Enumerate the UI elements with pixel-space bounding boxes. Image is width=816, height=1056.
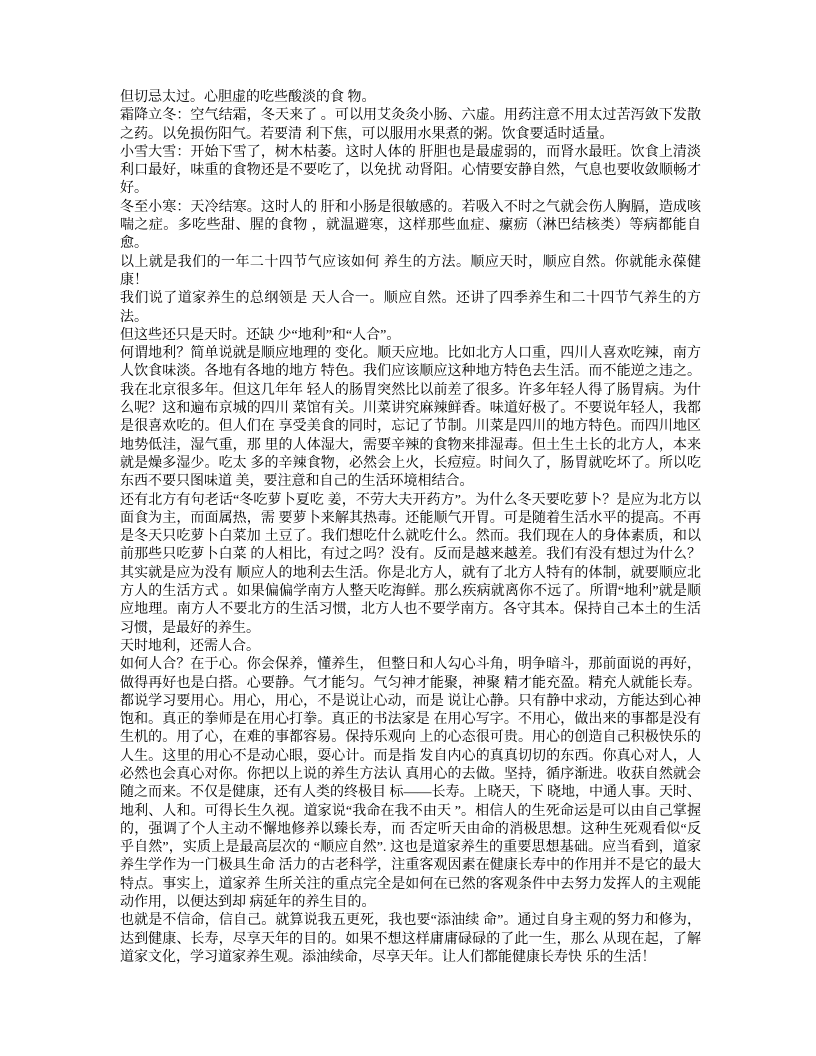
paragraph: 如何人合？在于心。你会保养，懂养生， 但整日和人勾心斗角，明争暗斗，那前面说的再好，做得再好也是白搭。心要静。气才能匀。气匀神才能聚，神聚 精才能充盈。精充人就能长寿。都说学习要用心。用心，用心，不是说让心动，而是 说让心静。只有静中求动，方能达到心神饱和。真正的拳师是在用心打拳。真正的书法家是 在用心写字。不用心，做出来的事都是没有生机的。用了心，在难的事都容易。保持乐观向 上的心态很可贵。用心的创造自己积极快乐的人生。这里的用心不是动心眼，耍心计。而是指 发自内心的真真切切的东西。你真心对人，人必然也会真心对你。你把以上说的养生方法认 真用心的去做。坚持，循序渐进。收获自然就会随之而来。不仅是健康，还有人类的终极目 标——长寿。上晓天，下 晓地，中通人事。天时、地利、人和。可得长生久视。道家说“我命在我不由天 ”。相信人的生死命运是可以由自己掌握的，强调了个人主动不懈地修养以臻长寿，而 否定听天由命的消极思想。这种生死观看似“反乎自然”，实质上是最高层次的 “顺应自然”. 这也是道家养生的重要思想基础。应当看到，道家养生学作为一门极具生命 活力的古老科学，注重客观因素在健康长寿中的作用并不是它的最大特点。事实上，道家养 生所关注的重点完全是如何在已然的客观条件中去努力发挥人的主观能动作用，以便达到却 病延年的养生目的。 (120, 657, 701, 911)
paragraph: 天时地利，还需人合。 (120, 638, 260, 654)
paragraph: 但切忌太过。心胆虚的吃些酸淡的食 物。 (120, 90, 376, 105)
paragraph: 也就是不信命，信自己。就算说我五更死，我也要“添油续 命”。通过自身主观的努力和修为，达到健康、长寿，尽享天年的目的。如果不想这样庸庸碌碌的了此一生，那么 从现在起，了解道家文化，学习道家养生观。添油续命，尽享天年。让人们都能健康长寿快 乐的生活！ (120, 913, 701, 965)
paragraph: 冬至小寒：天冷结寒。这时人的 肝和小肠是很敏感的。若吸入不时之气就会伤人胸膈，造成咳喘之症。多吃些甜、腥的食物 ，就温避寒，这样那些血症、瘰疬（淋巴结核类）等病都能自愈。 (120, 199, 701, 252)
paragraph: 小雪大雪：开始下雪了，树木枯萎。这时人体的 肝胆也是最虚弱的，而肾水最旺。饮食上清淡利口最好，味重的食物还是不要吃了，以免扰 动肾阳。心情要安静自然，气息也要收敛顺畅才好。 (120, 144, 701, 197)
paragraph: 何谓地利？简单说就是顺应地理的 变化。顺天应地。比如北方人口重，四川人喜欢吃辣，南方人饮食味淡。各地有各地的地方 特色。我们应该顺应这种地方特色去生活。而不能逆之违之。我在北京很多年。但这几年年 轻人的肠胃突然比以前差了很多。许多年轻人得了肠胃病。为什么呢？这和遍布京城的四川 菜馆有关。川菜讲究麻辣鲜香。味道好极了。不要说年轻人，我都是很喜欢吃的。但人们在 享受美食的同时，忘记了节制。川菜是四川的地方特色。而四川地区地势低洼，湿气重，那 里的人体湿大，需要辛辣的食物来排湿毒。但土生土长的北方人，本来就是燥多湿少。吃太 多的辛辣食物，必然会上火，长痘痘。时间久了，肠胃就吃坏了。所以吃东西不要只图味道 美，要注意和自己的生活环境相结合。 (120, 346, 701, 490)
paragraph: 以上就是我们的一年二十四节气应该如何 养生的方法。顺应天时，顺应自然。你就能永葆健康！ (120, 254, 701, 288)
paragraph: 但这些还只是天时。还缺 少“地利”和“人合”。 (120, 327, 401, 343)
paragraph: 霜降立冬：空气结霜，冬天来了 。可以用艾灸灸小肠、六虚。用药注意不用太过苦泻敛下发散之药。以免损伤阳气。若要清 利下焦，可以服用水果煮的粥。饮食要适时适量。 (120, 108, 701, 142)
paragraph: 我们说了道家养生的总纲领是 天人合一。顺应自然。还讲了四季养生和二十四节气养生的方法。 (120, 291, 701, 325)
document-body (120, 89, 701, 967)
paragraph: 还有北方有句老话“冬吃萝卜夏吃 姜，不劳大夫开药方”。为什么冬天要吃萝卜？是应为北方以面食为主，而面属热，需 要萝卜来解其热毒。还能顺气开胃。可是随着生活水平的提高。不再是冬天只吃萝卜白菜加 土豆了。我们想吃什么就吃什么。然而。我们现在人的身体素质，和以前那些只吃萝卜白菜 的人相比，有过之吗？没有。反而是越来越差。我们有没有想过为什么？其实就是应为没有 顺应人的地利去生活。你是北方人，就有了北方人特有的体制，就要顺应北方人的生活方式 。如果偏偏学南方人整天吃海鲜。那么疾病就离你不远了。所谓“地利”就是顺 应地理。南方人不要北方的生活习惯，北方人也不要学南方。各守其本。保持自己本土的生活习惯，是最好的养生。 (120, 492, 701, 636)
